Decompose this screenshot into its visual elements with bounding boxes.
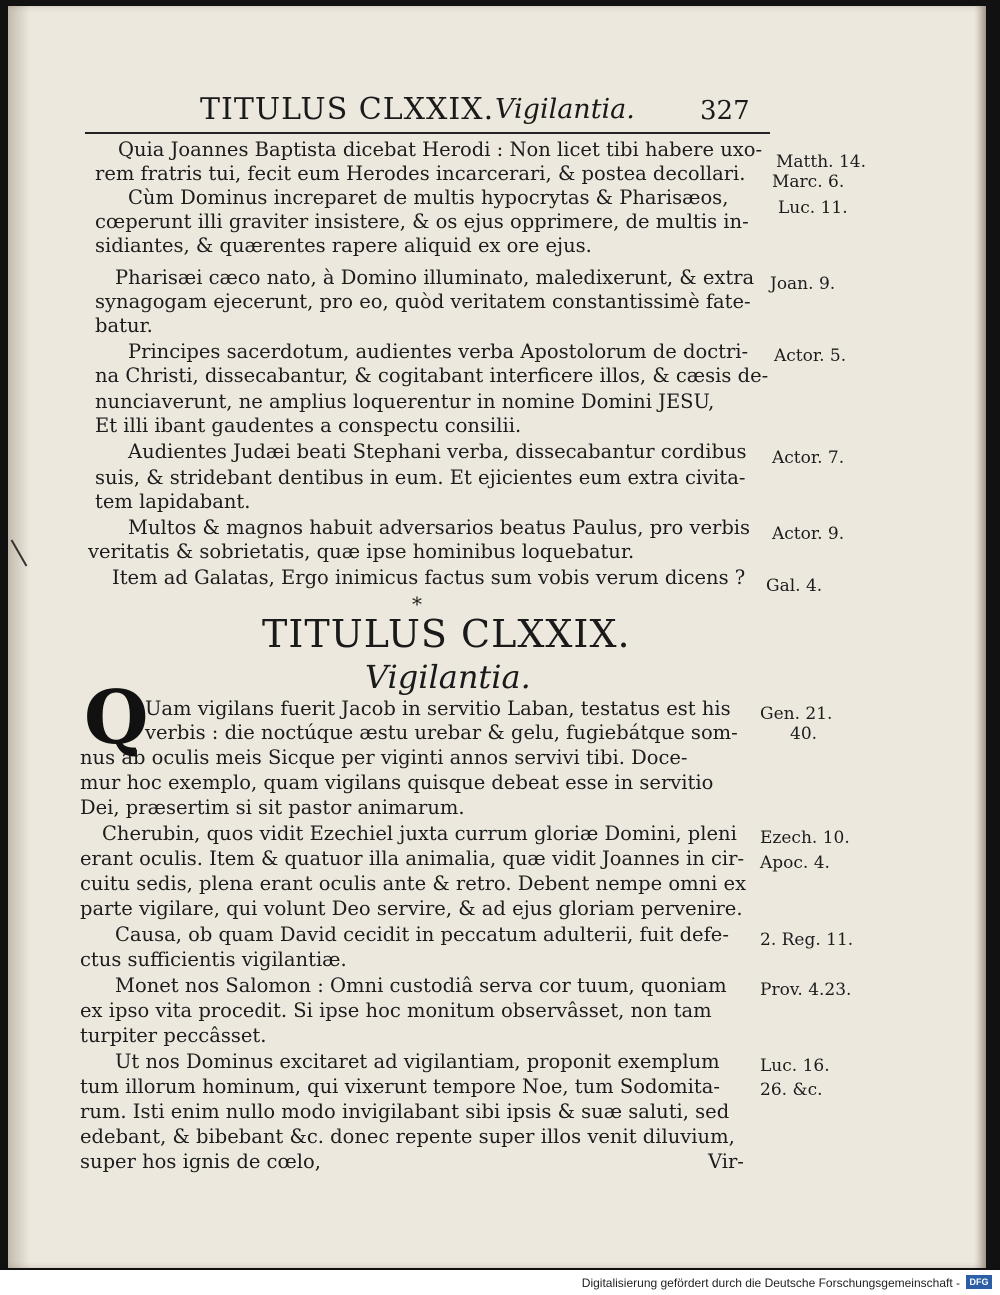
text-line: mur hoc exemplo, quam vigilans quisque debeat esse in servitio (80, 771, 714, 794)
text-line: suis, & stridebant dentibus in eum. Et ejicientes eum extra civita- (95, 466, 746, 489)
asterisk-mark: * (412, 592, 422, 616)
text-line: Dei, præsertim si sit pastor animarum. (80, 796, 465, 819)
margin-note: Actor. 5. (774, 346, 847, 366)
margin-note: Apoc. 4. (760, 853, 830, 873)
margin-note: Luc. 11. (778, 198, 848, 218)
text-line: ex ipso vita procedit. Si ipse hoc monitum observâsset, non tam (80, 999, 712, 1022)
text-line: cœperunt illi graviter insistere, & os ejus opprimere, de multis in- (95, 210, 749, 233)
text-line: Causa, ob quam David cecidit in peccatum adulterii, fuit defe- (115, 923, 729, 946)
section-title: TITULUS CLXXIX. (262, 612, 631, 656)
text-line: rum. Isti enim nullo modo invigilabant sibi ipsis & suæ saluti, sed (80, 1100, 730, 1123)
text-line: ctus sufficientis vigilantiæ. (80, 948, 347, 971)
margin-note: Matth. 14. (776, 152, 866, 172)
margin-note: Luc. 16. (760, 1056, 830, 1076)
text-line: Cherubin, quos vidit Ezechiel juxta currum gloriæ Domini, pleni (102, 822, 737, 845)
running-title: TITULUS CLXXIX. (200, 92, 495, 127)
text-line: nunciaverunt, ne amplius loquerentur in nomine Domini JESU, (95, 390, 715, 413)
text-line: Monet nos Salomon : Omni custodiâ serva cor tuum, quoniam (115, 974, 727, 997)
text-line: parte vigilare, qui volunt Deo servire, & ad ejus gloriam pervenire. (80, 897, 743, 920)
page-number: 327 (700, 96, 750, 126)
dfg-logo-icon: DFG (966, 1275, 992, 1289)
section-subtitle: Vigilantia. (365, 658, 531, 696)
text-line: Audientes Judæi beati Stephani verba, dissecabantur cordibus (128, 440, 747, 463)
text-line: Principes sacerdotum, audientes verba Apostolorum de doctri- (128, 340, 749, 363)
margin-note: 40. (790, 724, 818, 744)
text-line: cuitu sedis, plena erant oculis ante & retro. Debent nempe omni ex (80, 872, 747, 895)
text-line: super hos ignis de cœlo, (80, 1150, 321, 1173)
text-line: turpiter peccâsset. (80, 1024, 267, 1047)
text-line: tem lapidabant. (95, 490, 251, 513)
running-header (95, 92, 765, 132)
text-line: Multos & magnos habuit adversarios beatus Paulus, pro verbis (128, 516, 751, 539)
margin-note: 2. Reg. 11. (760, 930, 854, 950)
text-line: tum illorum hominum, qui vixerunt tempore Noe, tum Sodomita- (80, 1075, 720, 1098)
text-line: na Christi, dissecabantur, & cogitabant interficere illos, & cæsis de- (95, 364, 769, 387)
margin-note: Actor. 7. (772, 448, 845, 468)
margin-note: 26. &c. (760, 1080, 823, 1100)
margin-note: Joan. 9. (770, 274, 836, 294)
text-line: Item ad Galatas, Ergo inimicus factus sum vobis verum dicens ? (112, 566, 746, 589)
text-line: nus ab oculis meis Sicque per viginti annos servivi tibi. Doce- (80, 746, 688, 769)
text-line: Et illi ibant gaudentes a conspectu consilii. (95, 414, 522, 437)
margin-note: Prov. 4.23. (760, 980, 852, 1000)
text-line: Quia Joannes Baptista dicebat Herodi : Non licet tibi habere uxo- (118, 138, 763, 161)
drop-cap: Q (84, 675, 149, 761)
text-line: sidiantes, & quærentes rapere aliquid ex ore ejus. (95, 234, 592, 257)
text-line: Pharisæi cæco nato, à Domino illuminato, maledixerunt, & extra (115, 266, 755, 289)
text-line: rem fratris tui, fecit eum Herodes incarcerari, & postea decollari. (95, 162, 746, 185)
page-edge-shadow (974, 6, 986, 1268)
header-rule (85, 132, 770, 134)
margin-note: Gen. 21. (760, 704, 833, 724)
text-line: verbis : die noctúque æstu urebar & gelu, fugiebátque som- (145, 721, 738, 744)
text-line: Ut nos Dominus excitaret ad vigilantiam, proponit exemplum (115, 1050, 720, 1073)
catchword: Vir- (708, 1150, 744, 1173)
digitization-credit: Digitalisierung gefördert durch die Deutsche Forschungsgemeinschaft - (581, 1276, 960, 1290)
margin-note: Gal. 4. (766, 576, 823, 596)
text-line: batur. (95, 314, 153, 337)
running-subtitle: Vigilantia. (495, 94, 635, 125)
margin-note: Marc. 6. (772, 172, 845, 192)
margin-note: Actor. 9. (772, 524, 845, 544)
text-line: edebant, & bibebant &c. donec repente super illos venit diluvium, (80, 1125, 735, 1148)
margin-note: Ezech. 10. (760, 828, 850, 848)
text-line: synagogam ejecerunt, pro eo, quòd veritatem constantissimè fate- (95, 290, 751, 313)
text-line: veritatis & sobrietatis, quæ ipse hominibus loquebatur. (88, 540, 635, 563)
text-line: erant oculis. Item & quatuor illa animalia, quæ vidit Joannes in cir- (80, 847, 745, 870)
scan-footer (0, 1270, 1000, 1295)
page-spine-shadow (8, 6, 30, 1268)
text-line: Uam vigilans fuerit Jacob in servitio Laban, testatus est his (145, 697, 731, 720)
text-line: Cùm Dominus increparet de multis hypocrytas & Pharisæos, (128, 186, 729, 209)
